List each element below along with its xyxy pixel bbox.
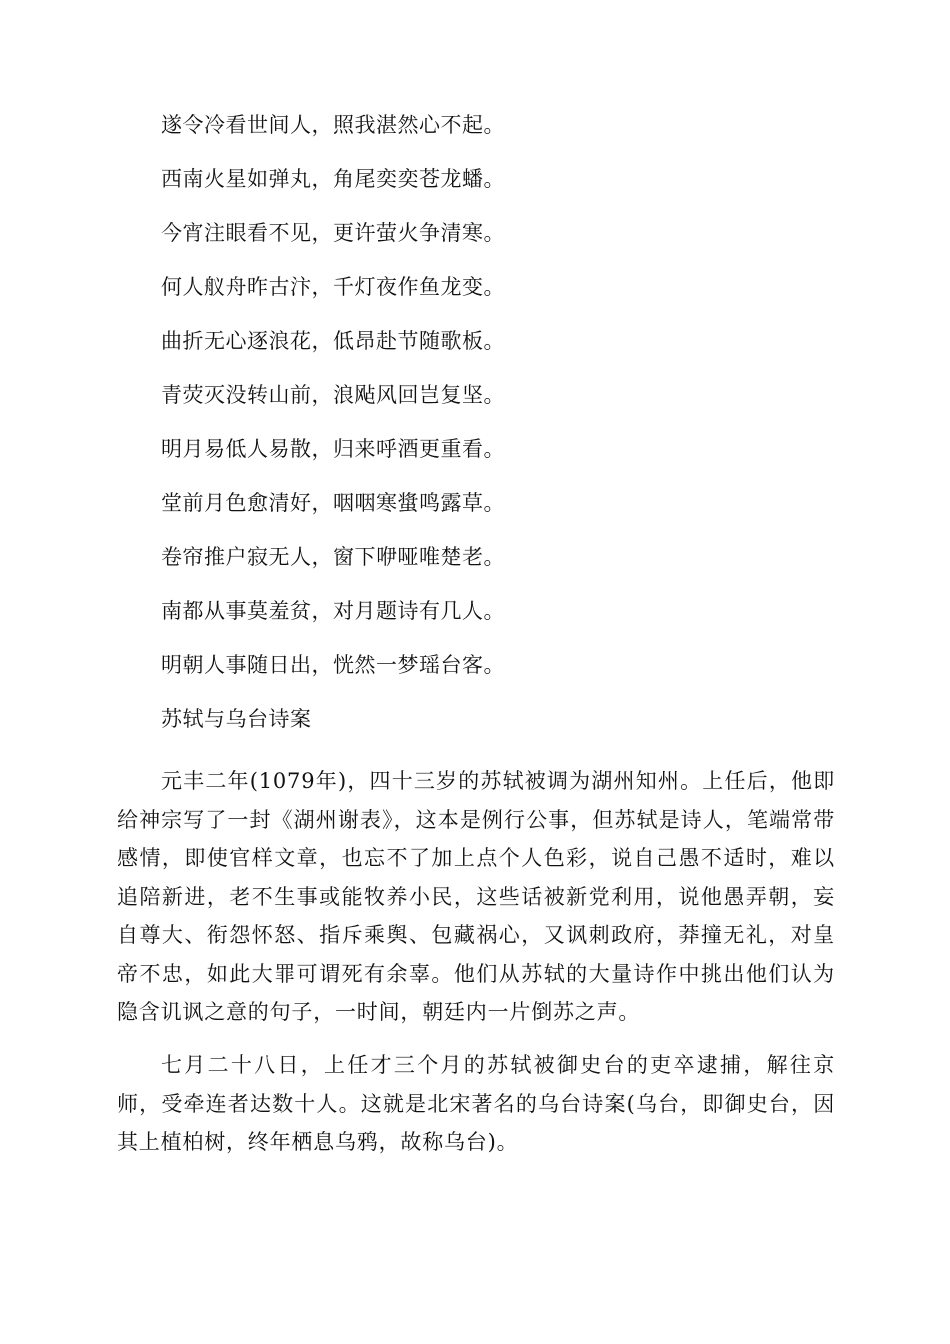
poem-line: 青荧灭没转山前，浪飐风回岂复坚。 <box>161 383 505 407</box>
poem-line: 明月易低人易散，归来呼酒更重看。 <box>161 437 505 461</box>
poem-line: 堂前月色愈清好，咽咽寒螀鸣露草。 <box>161 491 505 515</box>
poem-line: 卷帘推户寂无人，窗下咿哑唯楚老。 <box>161 545 505 569</box>
poem-line: 曲折无心逐浪花，低昂赴节随歌板。 <box>161 329 505 353</box>
poem-line: 遂令冷看世间人，照我湛然心不起。 <box>161 113 505 137</box>
section-heading: 苏轼与乌台诗案 <box>161 707 312 731</box>
poem-line: 南都从事莫羞贫，对月题诗有几人。 <box>161 599 505 623</box>
poem-line: 西南火星如弹丸，角尾奕奕苍龙蟠。 <box>161 167 505 191</box>
poem-block <box>161 110 861 704</box>
poem-line: 今宵注眼看不见，更许萤火争清寒。 <box>161 221 505 245</box>
body-paragraph: 七月二十八日，上任才三个月的苏轼被御史台的吏卒逮捕，解往京师，受牵连者达数十人。这就是北宋著名的乌台诗案(乌台，即御史台，因其上植柏树，终年栖息乌鸦，故称乌台)。 <box>117 1053 835 1154</box>
poem-line: 明朝人事随日出，恍然一梦瑶台客。 <box>161 653 505 677</box>
poem-line: 何人舣舟昨古汴，千灯夜作鱼龙变。 <box>161 275 505 299</box>
body-paragraph: 元丰二年(1079年)，四十三岁的苏轼被调为湖州知州。上任后，他即给神宗写了一封《湖州谢表》，这本是例行公事，但苏轼是诗人，笔端常带感情，即使官样文章，也忘不了加上点个人色彩，说自己愚不适时，难以追陪新进，老不生事或能牧养小民，这些话被新党利用，说他愚弄朝，妄自尊大、衔怨怀怒、指斥乘舆、包藏祸心，又讽刺政府，莽撞无礼，对皇帝不忠，如此大罪可谓死有余辜。他们从苏轼的大量诗作中挑出他们认为隐含讥讽之意的句子，一时间，朝廷内一片倒苏之声。 <box>117 769 835 1024</box>
